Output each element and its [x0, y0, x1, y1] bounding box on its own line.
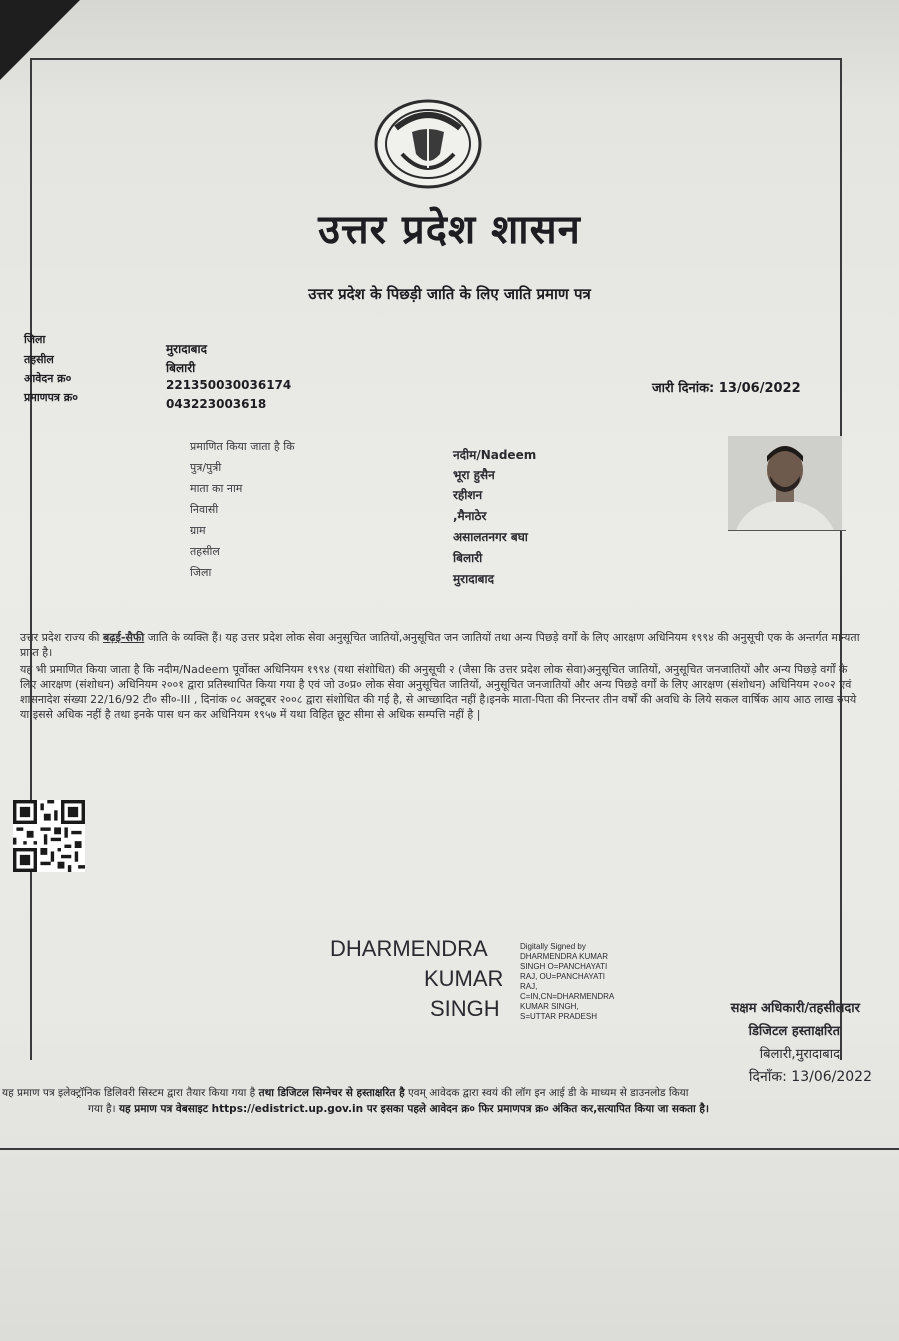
footer-verify-url: यह प्रमाण पत्र वेबसाइट https://edistrict.up.gov.in पर इसका पहले आवेदन क्र० फिर प्रमाणपत्र क्र० अंकित कर,सत्यापित किया जा सकता है। [118, 1103, 709, 1115]
certificate-number-label: प्रमाणपत्र क्र० [24, 391, 78, 404]
digital-sign-line: Digitally Signed by [520, 942, 586, 951]
digital-sign-line: DHARMENDRA KUMAR [520, 952, 609, 961]
authority-date: दिनाँक: 13/06/2022 [748, 1069, 872, 1085]
resident-label: निवासी [190, 503, 219, 516]
certified-label: प्रमाणित किया जाता है कि [190, 440, 295, 453]
person-district-label: जिला [190, 566, 212, 579]
up-government-emblem [372, 98, 484, 190]
digital-sign-line: RAJ, OU=PANCHAYATI [520, 972, 605, 981]
qr-code [12, 800, 86, 872]
footer-text: यह प्रमाण पत्र इलेक्ट्रॉनिक डिलिवरी सिस्टम द्वारा तैयार किया गया है [2, 1087, 259, 1099]
footer-rule [0, 1148, 899, 1150]
signer-name-line2: KUMAR [424, 966, 504, 991]
digital-sign-line: SINGH O=PANCHAYATI [520, 962, 608, 971]
authority-place: बिलारी,मुरादाबाद [759, 1047, 840, 1062]
page-title: उत्तर प्रदेश शासन [318, 206, 581, 253]
footer-line-2 [0, 1101, 899, 1117]
applicant-name: नदीम/Nadeem [453, 448, 537, 462]
village-label: ग्राम [190, 524, 206, 537]
footer-line-1 [0, 1085, 899, 1101]
father-name: भूरा हुसैन [453, 468, 495, 482]
resident-value: ,मैनाठेर [453, 509, 487, 523]
digitally-signed-label: डिजिटल हस्ताक्षरित [748, 1024, 840, 1039]
signer-name-line3: SINGH [430, 996, 500, 1021]
issue-date: जारी दिनांक: 13/06/2022 [652, 381, 801, 396]
digital-signature-details [520, 942, 660, 1022]
person-tehsil-label: तहसील [190, 545, 220, 558]
digital-sign-line: KUMAR SINGH, [520, 1002, 579, 1011]
photo-underline [728, 530, 846, 531]
caste-statement-start: उत्तर प्रदेश राज्य की [20, 631, 104, 644]
certificate-subtitle: उत्तर प्रदेश के पिछड़ी जाति के लिए जाति प्रमाण पत्र [308, 285, 591, 303]
footer-text: गया है। [88, 1103, 119, 1115]
applicant-photo [728, 436, 842, 530]
tehsil-label: तहसील [24, 353, 54, 366]
tehsil-value: बिलारी [166, 361, 196, 375]
application-number: 221350030036174 [166, 378, 292, 392]
mother-name-label: माता का नाम [190, 482, 243, 495]
person-tehsil-value: बिलारी [453, 551, 483, 565]
authority-title: सक्षम अधिकारी/तहसीलदार [730, 1001, 860, 1016]
digital-sign-line: RAJ, [520, 982, 538, 991]
eligibility-statement: यह भी प्रमाणित किया जाता है कि नदीम/Nadeem पूर्वोक्त अधिनियम १९९४ (यथा संशोधित) की अनुसूची २ (जैसा कि उत्तर प्रदेश लोक सेवा)अनुसूचित जातियों, अनुसूचित जनजातियों और अन्य पिछड़े वर्गों के लिए आरक्षण (संशोधन) अधिनियम २००१ द्वारा प्रतिस्थापित किया गया है एवं जो उ०प्र० लोक सेवा अनुसूचित जातियों, अनुसूचित जनजातियों और अन्य पिछड़े वर्गों के लिए आरक्षण (संशोधन) अधिनियम २००२ एवं शासनादेश संख्या 22/16/92 टी० सी०-III , दिनांक ०८ अक्टूबर २००८ द्वारा संशोधित की गई है, से आच्छादित नहीं है।इनके माता-पिता की निरन्तर तीन वर्षों की अवधि के लिये सकल वार्षिक आय आठ लाख रुपये या इससे अधिक नहीं है तथा इनके पास धन कर अधिनियम १९५७ में यथा विहित छूट सीमा से अधिक सम्पत्ति नहीं है | [20, 663, 857, 721]
mother-name: रहीशन [453, 488, 483, 502]
district-value: मुरादाबाद [166, 342, 208, 356]
certificate-number: 043223003618 [166, 397, 267, 411]
caste-statement [20, 630, 865, 660]
application-number-label: आवेदन क्र० [24, 372, 72, 385]
footer-text: एवम् आवेदक द्वारा स्वयं की लॉग इन आई डी के माध्यम से डाउनलोड किया [404, 1087, 689, 1099]
digital-sign-line: C=IN,CN=DHARMENDRA [520, 992, 615, 1001]
footer-note [0, 1085, 899, 1117]
district-label: जिला [24, 333, 46, 346]
signer-name-line1: DHARMENDRA [330, 936, 488, 961]
child-of-label: पुत्र/पुत्री [190, 461, 222, 474]
village-value: असालतनगर बघा [453, 530, 528, 544]
footer-text-bold: तथा डिजिटल सिग्नेचर से हस्ताक्षरित है [258, 1087, 405, 1099]
caste-statement-end: जाति के व्यक्ति हैं। यह उत्तर प्रदेश लोक सेवा अनुसूचित जातियों,अनुसूचित जन जातियों तथा अन्य पिछड़े वर्गों के लिए आरक्षण अधिनियम १९९४ की अनुसूची एक के अन्तर्गत मान्यता प्राप्त है। [20, 631, 860, 659]
person-district-value: मुरादाबाद [453, 572, 495, 586]
caste-name: बढ़ई-सैफी [103, 631, 145, 644]
digital-sign-line: S=UTTAR PRADESH [520, 1012, 597, 1021]
